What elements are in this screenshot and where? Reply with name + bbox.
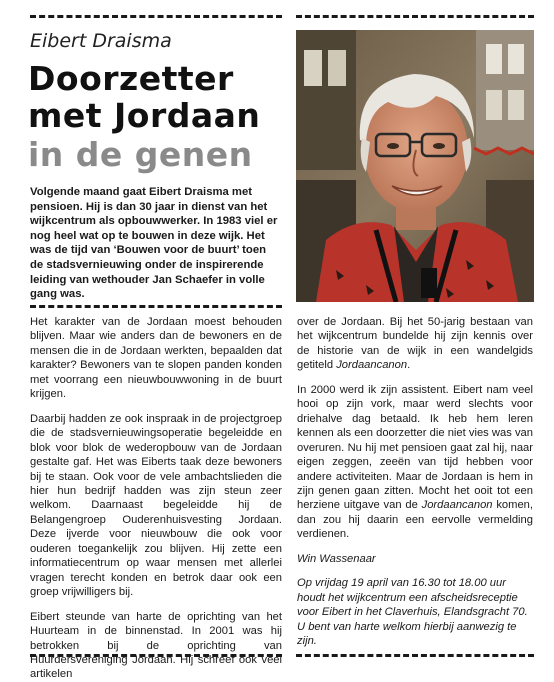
body-text: over de Jordaan. Bij het 50-jarig bestaan van het wijkcentrum bundelde hij zijn kennis over de historie van de wijk in een wandelgids getiteld [297, 316, 533, 372]
body-text: In 2000 werd ik zijn assistent. Eibert nam veel hooi op zijn vork, maar werd slechts voor driehalve dag betaald. Ik heb hem leren kennen als een doorzetter die niet vies was van overuren. Nu hij met pensioen gaat zal hij, naar eigen zeggen, zeeën van tijd hebben voor andere activiteiten. Maar de Jordaan is hem in zijn genen gaan zitten. Mocht het ooit tot een herziene uitgave van de [297, 383, 533, 512]
top-rule-right [296, 15, 534, 18]
body-paragraph: Eibert steunde van harte de oprichting van het Huurteam in de binnenstad. In 2001 was hij betrokken bij de oprichting van Huurdersvereniging Jordaan. Hij schreef ook veel artikelen [30, 610, 282, 681]
intro-paragraph: Volgende maand gaat Eibert Draisma met pensioen. Hij is dan 30 jaar in dienst van het wijkcentrum als opbouwwerker. In 1983 viel er nog heel wat op te bouwen in deze wijk. Het was de tijd van ‘Bouwen voor de buurt’ toen de stadsvernieuwing onder de inspirerende leiding van wethouder Jan Schaefer in volle gang was. [30, 186, 278, 301]
top-rule-left [30, 15, 282, 18]
body-paragraph: Daarbij hadden ze ook inspraak in de projectgroep die de stadsvernieuwingsoperatie begeleidde en blok voor blok de wederopbouw van de Jordaan gestalte gaf. Het was Eiberts taak deze bewoners bij te staan. Ook voor de vele ambachtslieden die hier hun bedrijf hadden was zijn steun zeer welkom. Daarnaast begeleidde hij de Belangengroep Ouderenhuisvesting Jordaan. Deze ijverde voor nieuwbouw die ook voor ouderen toegankelijk zou blijven. Hij zette een informatiecentrum op waar mensen met allerlei vragen terecht konden en betrok daar ook een groep vrijwilligers bij. [30, 412, 282, 599]
body-paragraph: Het karakter van de Jordaan moest behouden blijven. Maar wie anders dan de bewoners en de mensen die in de Jordaan werkten, bepaalden dat karakter? Bewoners van te slopen panden konden met voorrang een nieuwbouwwoning in de buurt krijgen. [30, 316, 282, 401]
left-column-body [30, 315, 282, 682]
signature: Win Wassenaar [297, 552, 376, 565]
book-title: Jordaancanon [336, 359, 408, 372]
headline-line-3: in de genen [28, 135, 253, 174]
author-name: Eibert Draisma [30, 30, 172, 52]
headline-line-1: Doorzetter [28, 59, 234, 98]
book-title: Jordaancanon [421, 499, 493, 512]
body-text: . [407, 359, 411, 372]
body-paragraph [297, 315, 533, 373]
reception-note: Op vrijdag 19 april van 16.30 tot 18.00 uur houdt het wijkcentrum een afscheidsreceptie voor Eibert in het Claverhuis, Elandsgracht 70. U bent van harte welkom hierbij aanwezig te zijn. [297, 577, 528, 648]
middle-rule-left [30, 305, 282, 308]
bottom-rule-right [296, 654, 534, 657]
headline-line-2: met Jordaan [28, 96, 261, 135]
portrait-photo [296, 30, 534, 302]
body-paragraph [297, 383, 533, 542]
right-column-body [297, 315, 533, 649]
body-text: komen, dan zou hij daarin een eervolle vermelding verdienen. [297, 499, 534, 541]
